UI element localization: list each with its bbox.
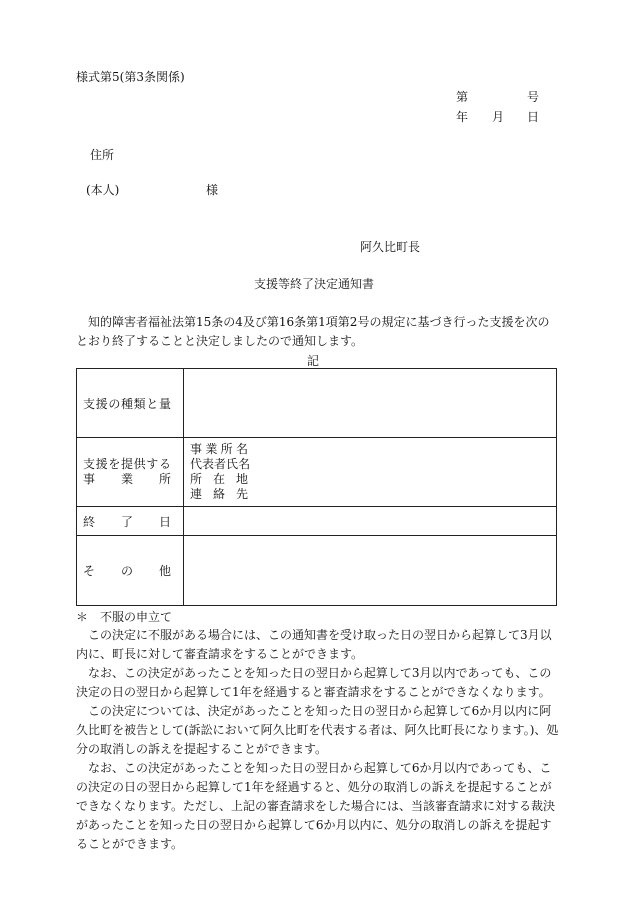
ki-label: 記: [307, 354, 320, 368]
other-label: そ の 他: [77, 536, 184, 606]
address-label: 住所: [90, 148, 115, 162]
intro-paragraph: 知的障害者福祉法第15条の4及び第16条第1項第2号の規定に基づき行った支援を次のとおり終了することと決定しましたので通知します。: [76, 315, 550, 348]
notes-paragraph-2: なお、この決定があったことを知った日の翌日から起算して3月以内であっても、この決定の日の翌日から起算して1年を経過すると審査請求をすることができなくなります。: [76, 666, 552, 699]
provider-value: [184, 438, 557, 507]
date-day: 日: [527, 110, 540, 124]
notes-paragraph-4: なお、この決定があったことを知った日の翌日から起算して6か月以内であっても、この決定の日の翌日から起算して1年を経過すると、処分の取消しの訴えを提起することができなくなります。ただし、上記の審査請求をした場合には、当該審査請求に対する裁決があったことを知った日の翌日から起算して6か月以内に、処分の取消しの訴えを提起することができます。: [76, 761, 556, 851]
other-value: [184, 536, 557, 606]
support-type-label: 支 援 の 種 類 と 量: [77, 369, 184, 438]
row-end-date: [77, 507, 557, 536]
date-year: 年: [456, 110, 469, 124]
provider-label: 支 援 を 提 供 す る 事 業 所: [77, 438, 184, 507]
issuer: 阿久比町長: [360, 240, 421, 254]
row-provider: [77, 438, 557, 507]
date-month: 月: [492, 110, 505, 124]
notes-heading: ＊ 不服の申立て: [76, 610, 173, 624]
support-type-value: [184, 369, 557, 438]
document-title: 支援等終了決定通知書: [254, 277, 375, 291]
field-representative-name: 代 表 者 氏 名: [190, 457, 251, 471]
field-contact: 連 絡 先: [190, 487, 248, 501]
support-table: [76, 368, 557, 606]
end-date-label: 終 了 日: [77, 507, 184, 536]
honorific: 様: [206, 183, 219, 197]
row-other: [77, 536, 557, 606]
field-office-name: 事 業 所 名: [190, 442, 248, 456]
notes-paragraph-3: この決定については、決定があったことを知った日の翌日から起算して6か月以内に阿久比町を被告として(訴訟において阿久比町を代表する者は、阿久比町長になります。)、処分の取消しの訴えを提起することができます。: [76, 704, 559, 756]
end-date-value: [184, 507, 557, 536]
provider-fields: [184, 442, 556, 502]
field-address: 所 在 地: [190, 472, 248, 486]
number-suffix: 号: [527, 90, 540, 104]
row-support-type: [77, 369, 557, 438]
form-label: 様式第5(第3条関係): [76, 70, 185, 84]
notes-paragraph-1: この決定に不服がある場合には、この通知書を受け取った日の翌日から起算して3月以内に、町長に対して審査請求をすることができます。: [76, 628, 552, 661]
number-prefix: 第: [456, 90, 469, 104]
person-label: (本人): [86, 183, 120, 197]
